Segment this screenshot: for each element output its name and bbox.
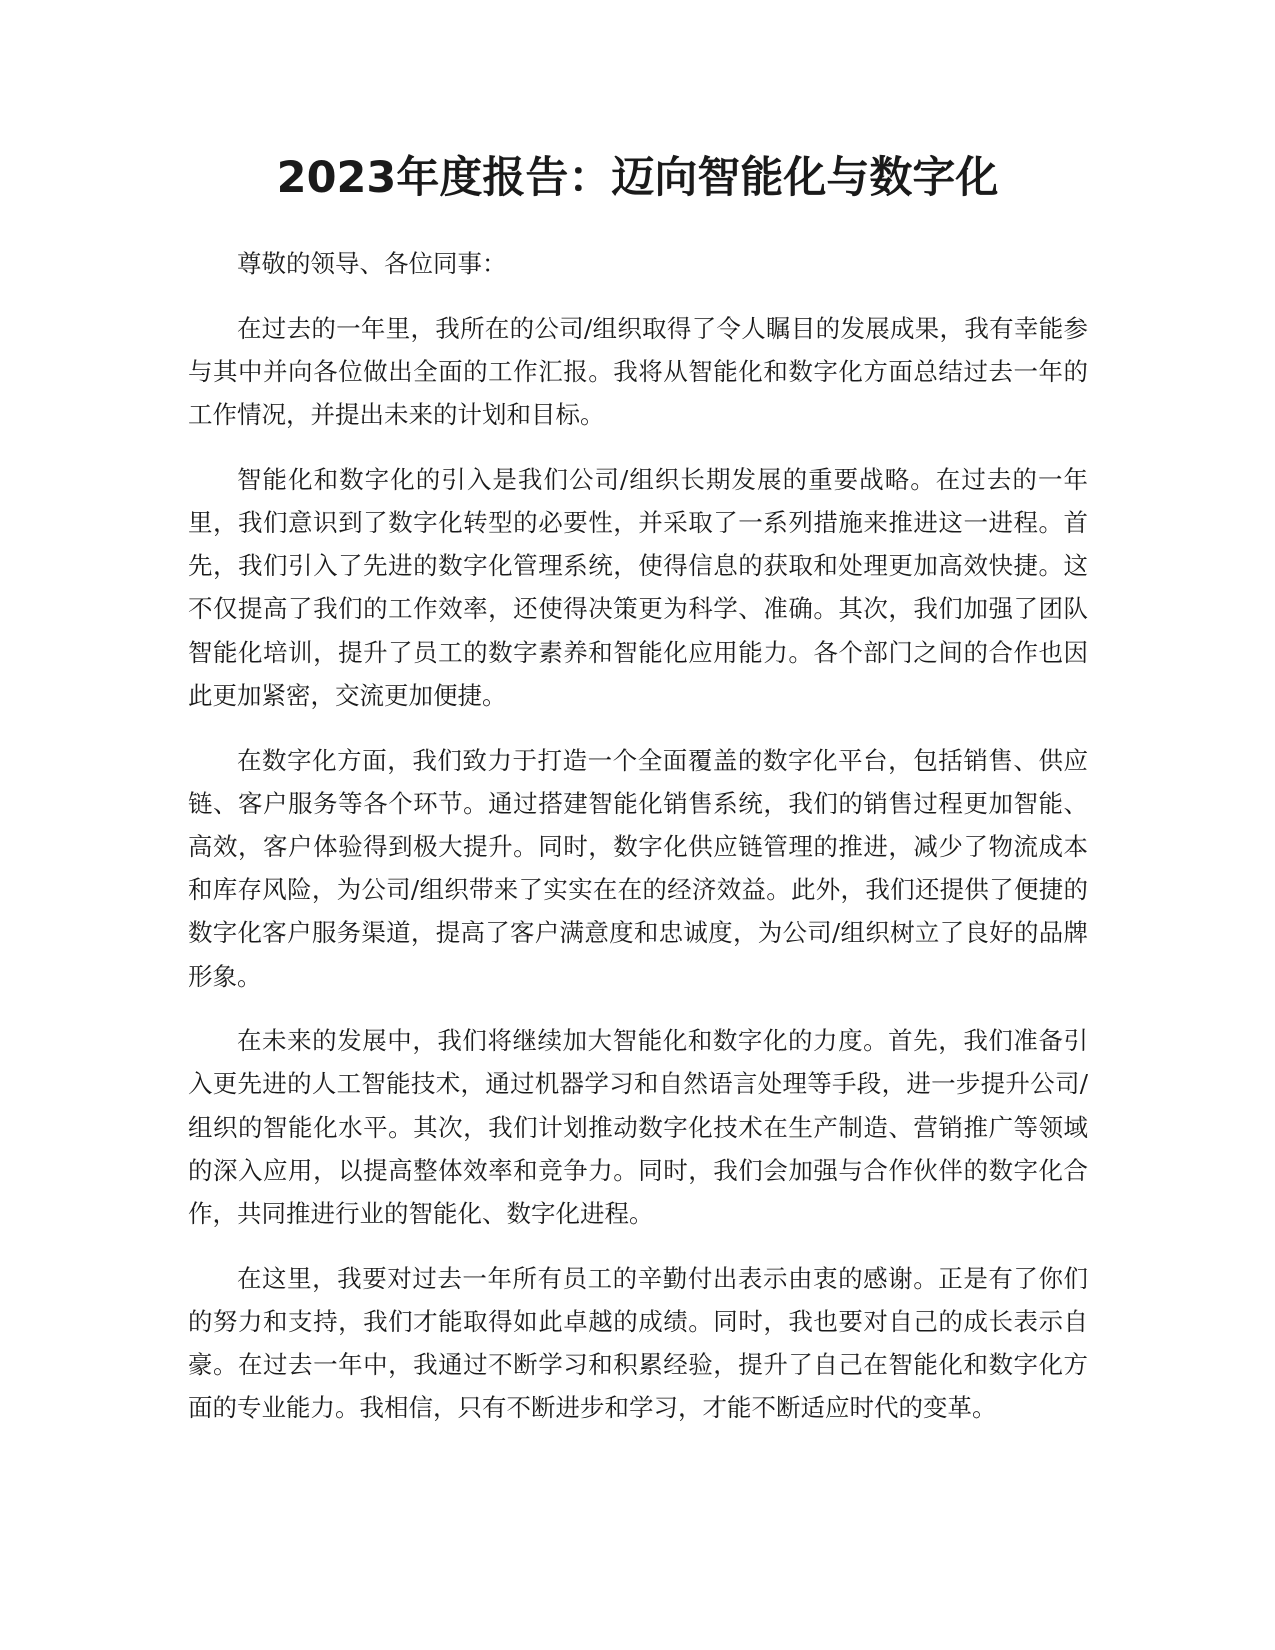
salutation-paragraph: 尊敬的领导、各位同事： [237,249,507,278]
strategy-paragraph: 智能化和数字化的引入是我们公司/组织长期发展的重要战略。在过去的一年里，我们意识到了数字化转型的必要性，并采取了一系列措施来推进这一进程。首先，我们引入了先进的数字化管理系统，使得信息的获取和处理更加高效快捷。这不仅提高了我们的工作效率，还使得决策更为科学、准确。其次，我们加强了团队智能化培训，提升了员工的数字素养和智能化应用能力。各个部门之间的合作也因此更加紧密，交流更加便捷。 [188,464,1088,710]
intro-paragraph: 在过去的一年里，我所在的公司/组织取得了令人瞩目的发展成果，我有幸能参与其中并向各位做出全面的工作汇报。我将从智能化和数字化方面总结过去一年的工作情况，并提出未来的计划和目标。 [188,313,1088,430]
document-body [188,242,1088,1451]
future-plan-paragraph: 在未来的发展中，我们将继续加大智能化和数字化的力度。首先，我们准备引入更先进的人工智能技术，通过机器学习和自然语言处理等手段，进一步提升公司/组织的智能化水平。其次，我们计划推动数字化技术在生产制造、营销推广等领域的深入应用，以提高整体效率和竞争力。同时，我们会加强与合作伙伴的数字化合作，共同推进行业的智能化、数字化进程。 [188,1026,1088,1229]
document-title: 2023年度报告：迈向智能化与数字化 [276,153,999,203]
thanks-paragraph: 在这里，我要对过去一年所有员工的辛勤付出表示由衷的感谢。正是有了你们的努力和支持，我们才能取得如此卓越的成绩。同时，我也要对自己的成长表示自豪。在过去一年中，我通过不断学习和积累经验，提升了自己在智能化和数字化方面的专业能力。我相信，只有不断进步和学习，才能不断适应时代的变革。 [188,1263,1088,1423]
digital-platform-paragraph: 在数字化方面，我们致力于打造一个全面覆盖的数字化平台，包括销售、供应链、客户服务等各个环节。通过搭建智能化销售系统，我们的销售过程更加智能、高效，客户体验得到极大提升。同时，数字化供应链管理的推进，减少了物流成本和库存风险，为公司/组织带来了实实在在的经济效益。此外，我们还提供了便捷的数字化客户服务渠道，提高了客户满意度和忠诚度，为公司/组织树立了良好的品牌形象。 [188,745,1088,991]
